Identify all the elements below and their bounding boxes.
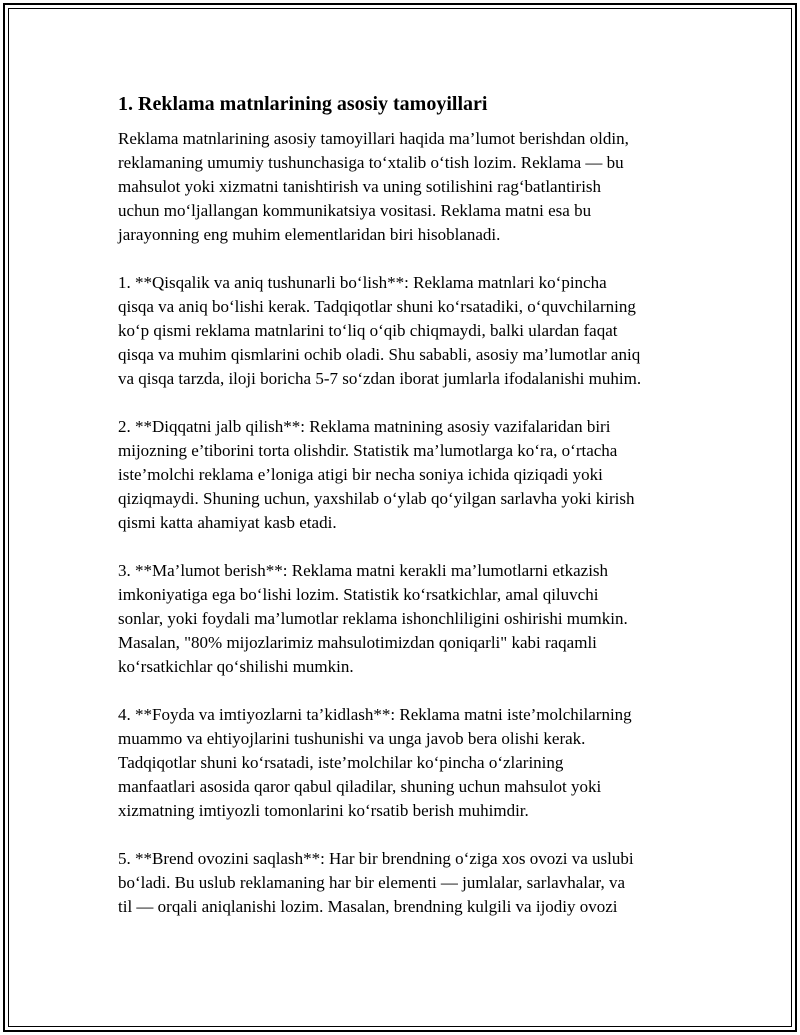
text-line: 3. **Ma’lumot berish**: Reklama matni kerakli ma’lumotlarni etkazish <box>118 561 609 580</box>
text-line: qisqa va muhim qismlarini ochib oladi. Shu sababli, asosiy ma’lumotlar aniq <box>118 345 641 364</box>
intro-paragraph <box>118 127 698 247</box>
principle-4-paragraph <box>118 703 698 823</box>
text-line: qisqa va aniq bo‘lishi kerak. Tadqiqotlar shuni ko‘rsatadiki, o‘quvchilarning <box>118 297 636 316</box>
document-body <box>118 91 698 943</box>
text-line: manfaatlari asosida qaror qabul qiladilar, shuning uchun mahsulot yoki <box>118 777 602 796</box>
principle-1-paragraph <box>118 271 698 391</box>
text-line: muammo va ehtiyojlarini tushunishi va unga javob bera olishi kerak. <box>118 729 586 748</box>
text-line: Masalan, "80% mijozlarimiz mahsulotimizdan qoniqarli" kabi raqamli <box>118 633 597 652</box>
text-line: sonlar, yoki foydali ma’lumotlar reklama ishonchliligini oshirishi mumkin. <box>118 609 628 628</box>
principle-5-paragraph <box>118 847 698 919</box>
text-line: iste’molchi reklama e’loniga atigi bir necha soniya ichida qiziqadi yoki <box>118 465 603 484</box>
text-line: qismi katta ahamiyat kasb etadi. <box>118 513 337 532</box>
principle-2-paragraph <box>118 415 698 535</box>
text-line: mahsulot yoki xizmatni tanishtirish va uning sotilishini rag‘batlantirish <box>118 177 602 196</box>
text-line: ko‘p qismi reklama matnlarini to‘liq o‘qib chiqmaydi, balki ulardan faqat <box>118 321 618 340</box>
text-line: imkoniyatiga ega bo‘lishi lozim. Statistik ko‘rsatkichlar, amal qiluvchi <box>118 585 599 604</box>
text-line: ko‘rsatkichlar qo‘shilishi mumkin. <box>118 657 354 676</box>
text-line: va qisqa tarzda, iloji boricha 5-7 so‘zdan iborat jumlarla ifodalanishi muhim. <box>118 369 642 388</box>
text-line: 4. **Foyda va imtiyozlarni ta’kidlash**: Reklama matni iste’molchilarning <box>118 705 632 724</box>
text-line: jarayonning eng muhim elementlaridan biri hisoblanadi. <box>118 225 501 244</box>
text-line: 1. **Qisqalik va aniq tushunarli bo‘lish**: Reklama matnlari ko‘pincha <box>118 273 607 292</box>
principle-3-paragraph <box>118 559 698 679</box>
text-line: uchun mo‘ljallangan kommunikatsiya vositasi. Reklama matni esa bu <box>118 201 592 220</box>
text-line: til — orqali aniqlanishi lozim. Masalan, brendning kulgili va ijodiy ovozi <box>118 897 618 916</box>
text-line: mijozning e’tiborini torta olishdir. Statistik ma’lumotlarga ko‘ra, o‘rtacha <box>118 441 618 460</box>
text-line: Reklama matnlarining asosiy tamoyillari haqida ma’lumot berishdan oldin, <box>118 129 629 148</box>
text-line: 2. **Diqqatni jalb qilish**: Reklama matnining asosiy vazifalaridan biri <box>118 417 611 436</box>
text-line: xizmatning imtiyozli tomonlarini ko‘rsatib berish muhimdir. <box>118 801 529 820</box>
text-line: qiziqmaydi. Shuning uchun, yaxshilab o‘ylab qo‘yilgan sarlavha yoki kirish <box>118 489 635 508</box>
text-line: Tadqiqotlar shuni ko‘rsatadi, iste’molchilar ko‘pincha o‘zlarining <box>118 753 564 772</box>
text-line: 5. **Brend ovozini saqlash**: Har bir brendning o‘ziga xos ovozi va uslubi <box>118 849 634 868</box>
text-line: bo‘ladi. Bu uslub reklamaning har bir elementi — jumlalar, sarlavhalar, va <box>118 873 626 892</box>
text-line: reklamaning umumiy tushunchasiga to‘xtalib o‘tish lozim. Reklama — bu <box>118 153 624 172</box>
document-title: 1. Reklama matnlarining asosiy tamoyillari <box>118 93 488 115</box>
